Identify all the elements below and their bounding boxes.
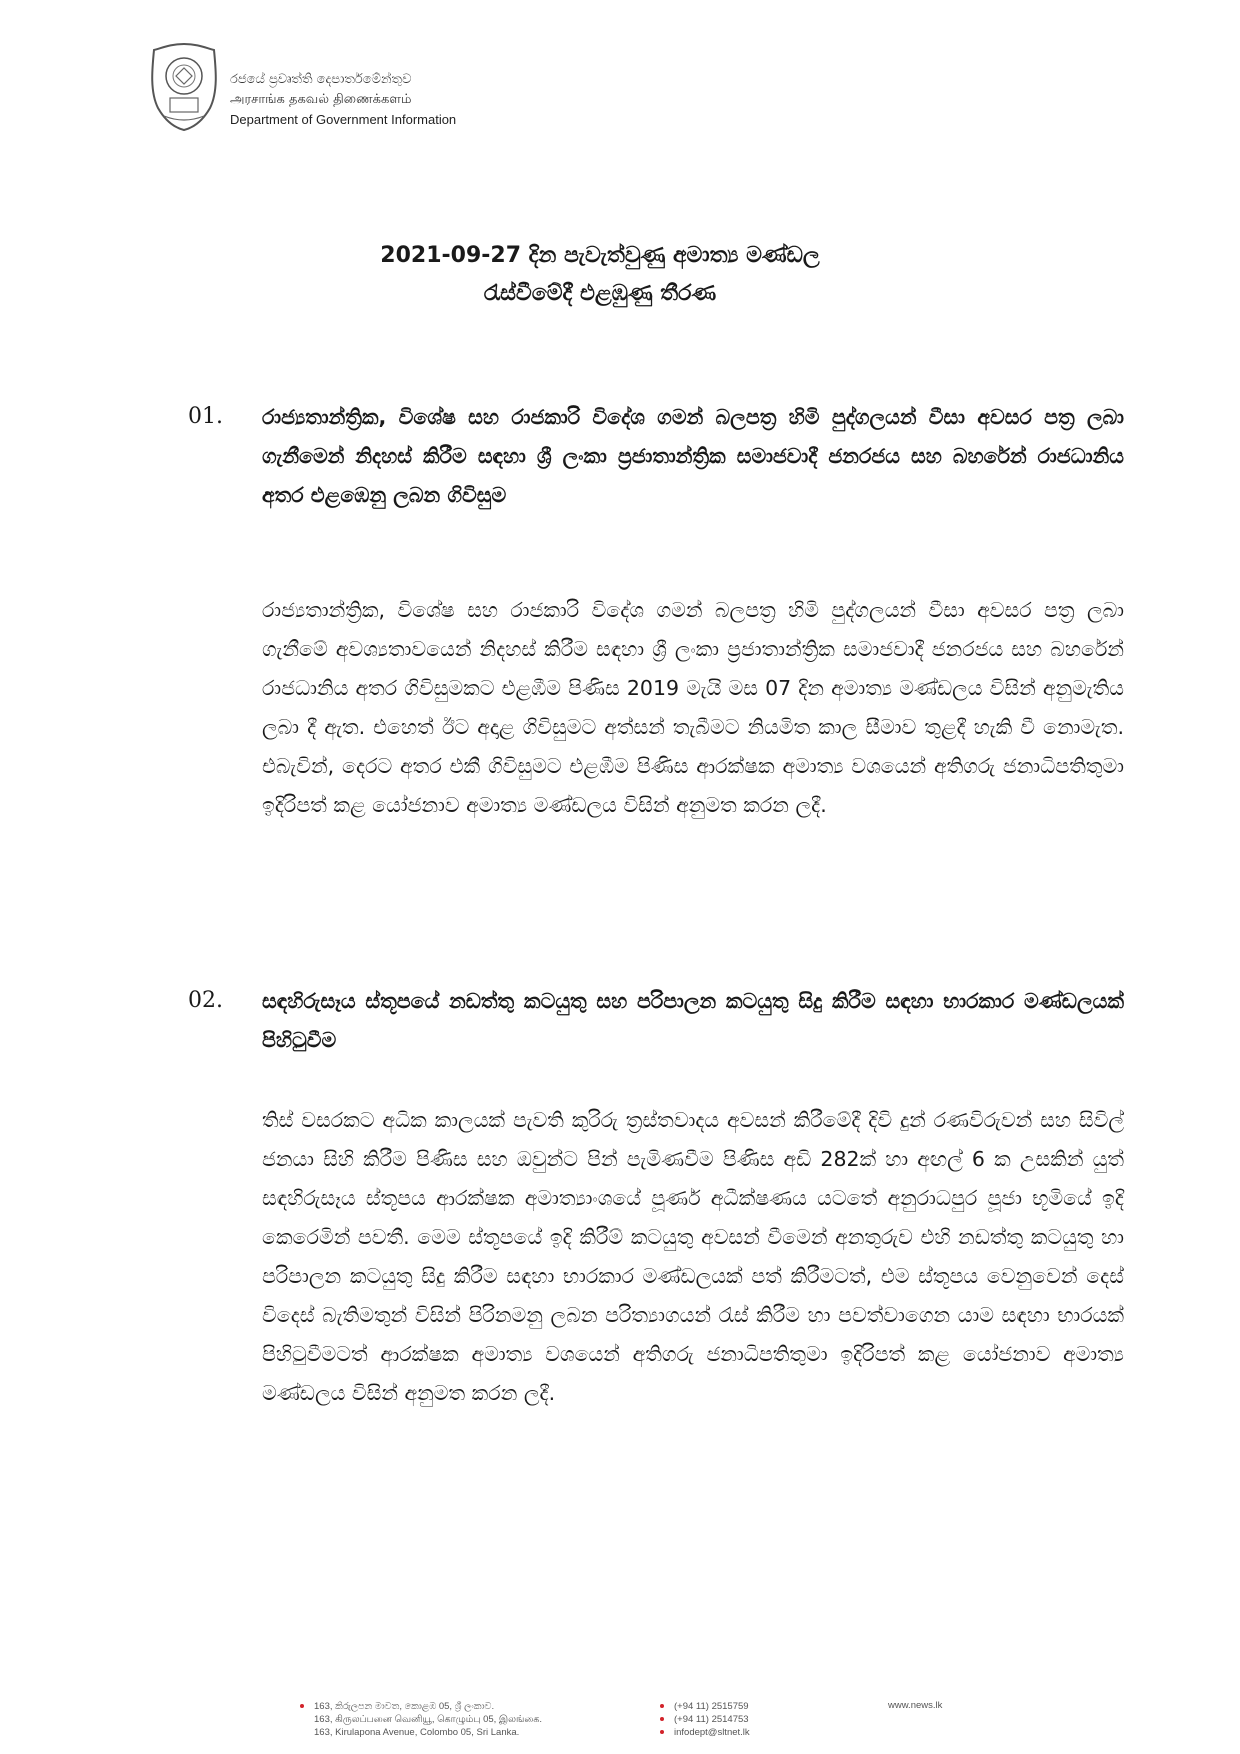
address-sinhala: 163, කිරුලපන මාවත, කොළඹ 05, ශ්‍රී ලංකාව. bbox=[314, 1701, 495, 1712]
section-number: 02. bbox=[188, 988, 223, 1013]
fax-icon bbox=[660, 1717, 664, 1721]
website-link[interactable]: www.news.lk bbox=[888, 1700, 943, 1711]
section-body: තිස් වසරකට අධික කාලයක් පැවති කුරිරු ත්‍රස්තවාදය අවසන් කිරීමේදී දිවි දුන් රණවිරුවන් සහ සිවිල් ජනයා සිහි කිරීම පිණිස සහ ඔවුන්ට පින් පැමිණවීම පිණිස අඩි 282ක් හා අඟල් 6 ක උසකින් යුත් සඳහිරුසෑය ස්තූපය ආරක්ෂක අමාත්‍යාංශයේ පූර්ණ අධීක්ෂණය යටතේ අනුරාධපුර පූජා භූමියේ ඉදි කෙරෙමින් පවතී. මෙම ස්තූපයේ ඉදි කිරීම් කටයුතු අවසන් වීමෙන් අනතුරුව එහි නඩත්තු කටයුතු හා පරිපාලන කටයුතු සිදු කිරීම සඳහා භාරකාර මණ්ඩලයක් පත් කිරීමටත්, එම ස්තූපය වෙනුවෙන් දෙස් විදෙස් බැතිමතුන් විසින් පිරිනමනු ලබන පරිත්‍යාගයන් රැස් කිරීම හා පවත්වාගෙන යාම සඳහා භාරයක් පිහිටුවීමටත් ආරක්ෂක අමාත්‍ය වශයෙන් අතිගරු ජනාධිපතිතුමා ඉදිරිපත් කළ යෝජනාව අමාත්‍ය මණ්ඩලය විසින් අනුමත කරන ලදී. bbox=[262, 1108, 1124, 1405]
address-tamil: 163, கிருலப்பனை வெனியூ, கொழும்பு 05, இலங்கை. bbox=[314, 1714, 543, 1725]
footer-contact bbox=[660, 1700, 750, 1739]
email-address[interactable]: infodept@sltnet.lk bbox=[674, 1727, 750, 1738]
letterhead bbox=[140, 40, 560, 140]
document-title-line-2: රැස්වීමේදී එළඹුණු තීරණ bbox=[483, 281, 717, 306]
bullet-icon bbox=[300, 1704, 304, 1708]
fax-number: (+94 11) 2514753 bbox=[674, 1714, 749, 1725]
section-title: රාජ්‍යතාන්ත්‍රික, විශේෂ සහ රාජකාරි විදේශ ගමන් බලපත්‍ර හිමි පුද්ගලයන් වීසා අවසර පත්‍ර ලබා ගැනීමෙන් නිදහස් කිරීම සඳහා ශ්‍රී ලංකා ප්‍රජාතාන්ත්‍රික සමාජවාදී ජනරජය සහ බහරේන් රාජධානිය අතර එළඹෙනු ලබන ගිවිසුම bbox=[262, 405, 1124, 507]
footer bbox=[0, 1700, 1240, 1750]
state-emblem-icon bbox=[140, 40, 228, 132]
section-title: සඳහිරුසෑය ස්තූපයේ නඩත්තු කටයුතු සහ පරිපාලන කටයුතු සිදු කිරීම සඳහා භාරකාර මණ්ඩලයක් පිහිටුවීම bbox=[262, 989, 1124, 1052]
dept-name-sinhala: රජයේ ප්‍රවෘත්ති දෙපාර්තමේන්තුව bbox=[230, 72, 412, 87]
section-body: රාජ්‍යතාන්ත්‍රික, විශේෂ සහ රාජකාරි විදේශ ගමන් බලපත්‍ර හිමි පුද්ගලයන් වීසා අවසර පත්‍ර ලබා ගැනීමේ අවශ්‍යතාවයෙන් නිදහස් කිරීම සඳහා ශ්‍රී ලංකා ප්‍රජාතාන්ත්‍රික සමාජවාදී ජනරජය සහ බහරේන් රාජධානිය අතර ගිවිසුමකට එළඹීම පිණිස 2019 මැයි මස 07 දින අමාත්‍ය මණ්ඩලය විසින් අනුමැතිය ලබා දී ඇත. එහෙත් ඊට අදාළ ගිවිසුමට අත්සන් තැබීමට නියමිත කාල සීමාව තුළදී හැකි වී නොමැත. එබැවින්, දෙරට අතර එකී ගිවිසුමට එළඹීම පිණිස ආරක්ෂක අමාත්‍ය වශයෙන් අතිගරු ජනාධිපතිතුමා ඉදිරිපත් කළ යෝජනාව අමාත්‍ය මණ්ඩලය විසින් අනුමත කරන ලදී. bbox=[262, 598, 1124, 817]
document-title-line-1: 2021-09-27 දින පැවැත්වුණු අමාත්‍ය මණ්ඩල bbox=[380, 243, 820, 268]
footer-address bbox=[300, 1700, 542, 1739]
address-english: 163, Kirulapona Avenue, Colombo 05, Sri Lanka. bbox=[314, 1727, 520, 1738]
phone-icon bbox=[660, 1704, 664, 1708]
dept-name-tamil: அரசாங்க தகவல் திணைக்களம் bbox=[230, 92, 412, 107]
email-icon bbox=[660, 1730, 664, 1734]
phone-number: (+94 11) 2515759 bbox=[674, 1701, 749, 1712]
dept-name-english: Department of Government Information bbox=[230, 112, 457, 127]
section-number: 01. bbox=[188, 404, 223, 429]
